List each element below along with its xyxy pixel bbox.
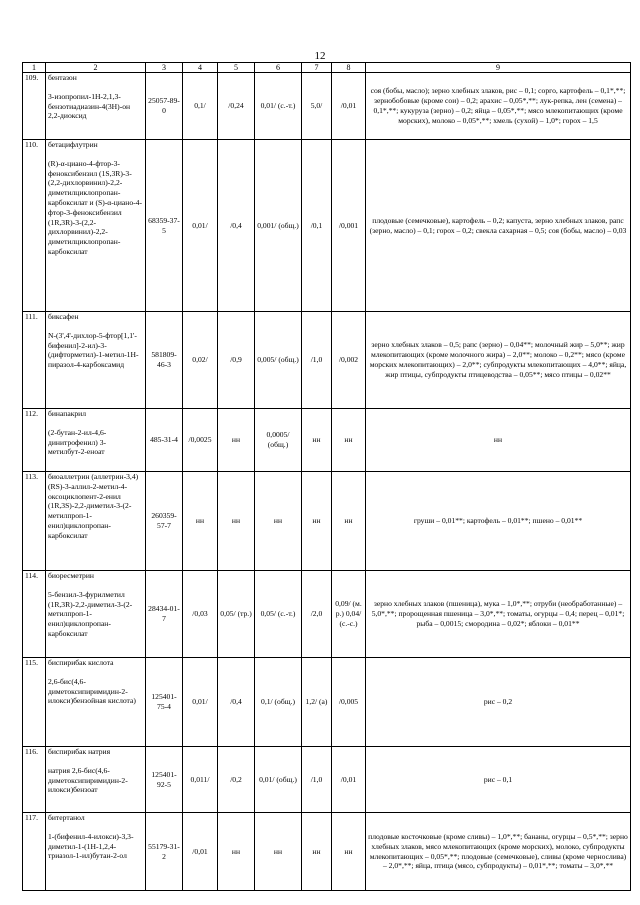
row-number: 111. [23, 312, 46, 409]
col-5-value: 0,05/ (тр.) [218, 571, 255, 658]
column-header: 8 [332, 63, 366, 73]
col-4-value: 0,01/ [183, 140, 218, 312]
substance-name: биоаллетрин (аллетрин-3,4) (RS)-3-аллил-2-метил-4-оксоциклопент-2-енил (1R,3S)-2,2-диметил-3-(2-метилпроп-1-енил)циклопропан-карбоксилат [48, 472, 139, 540]
substance-name: битертанол [48, 813, 85, 822]
col-7-value: /2,0 [302, 571, 332, 658]
chemical-name: 1-(бифенил-4-илокси)-3,3-диметил-1-(1Н-1,2,4-триазол-1-ил)бутан-2-ол [48, 831, 134, 861]
table-row [23, 571, 631, 658]
col-6-value: 0,01/ (с.-т.) [255, 73, 302, 140]
substance-cell [46, 747, 146, 813]
table-row [23, 472, 631, 571]
residue-limits: рис – 0,1 [366, 747, 631, 813]
residue-limits: плодовые косточковые (кроме сливы) – 1,0*,**; бананы, огурцы – 0,5*,**; зерно хлебных злаков, мясо млекопитающих (кроме морских), молоко, субпродукты млекопитающих – 0,05*,**; плодовые (семечковые), сливы (кроме чернослива) – 2,0*,**; яйца, птица (мясо, субпродукты) – 0,01*,**; томаты – 3,0*,** [366, 813, 631, 891]
substance-name: биксафен [48, 312, 79, 321]
chemical-name: (R)-α-циано-4-фтор-3-феноксибензил (1S,3R)-3-(2,2-дихлорвинил)-2,2-диметилциклопропан-карбоксилат и (S)-α-циано-4-фтор-3-феноксибензил (1R,3R)-3-(2,2-дихлорвинил)-2,2-диметилциклопропан-карбоксилат [48, 158, 143, 256]
substance-name: биспирибак натрия [48, 747, 111, 756]
col-4-value: 0,02/ [183, 312, 218, 409]
col-7-value: 1,2/ (а) [302, 658, 332, 747]
residue-limits: зерно хлебных злаков – 0,5; рапс (зерно) – 0,04**; молочный жир – 5,0**; жир млекопитающих (кроме молочного жира) – 2,0**; молоко – 0,2**; мясо (кроме морских млекопитающих) – 2,0**; субпродукты млекопитающих – 4,0**; яйца, жир птицы, субпродукты птицеводства – 0,05**; мясо птицы – 0,02** [366, 312, 631, 409]
col-8-value: нн [332, 409, 366, 472]
chemical-name: 5-бензил-3-фурилметил (1R,3R)-2,2-диметил-3-(2-метилпроп-1-енил)циклопропан-карбоксилат [48, 589, 133, 638]
col-7-value: /0,1 [302, 140, 332, 312]
col-6-value: 0,0005/ (общ.) [255, 409, 302, 472]
cas-number: 55179-31-2 [146, 813, 183, 891]
cas-number: 581809-46-3 [146, 312, 183, 409]
col-8-value: /0,01 [332, 73, 366, 140]
col-8-value: нн [332, 813, 366, 891]
table-row [23, 658, 631, 747]
col-4-value: /0,01 [183, 813, 218, 891]
table-row [23, 747, 631, 813]
col-5-value: /0,9 [218, 312, 255, 409]
substance-name: бинапакрил [48, 409, 87, 418]
col-7-value: 5,0/ [302, 73, 332, 140]
col-5-value: нн [218, 813, 255, 891]
cas-number: 485-31-4 [146, 409, 183, 472]
cas-number: 68359-37-5 [146, 140, 183, 312]
row-number: 112. [23, 409, 46, 472]
row-number: 117. [23, 813, 46, 891]
col-4-value: 0,011/ [183, 747, 218, 813]
chemical-name: 3-изопропил-1Н-2,1,3-бензотиадиазин-4(3Н)-он 2,2-диоксид [48, 91, 131, 121]
col-5-value: /0,24 [218, 73, 255, 140]
col-4-value: /0,03 [183, 571, 218, 658]
cas-number: 25057-89-0 [146, 73, 183, 140]
col-6-value: 0,001/ (общ.) [255, 140, 302, 312]
column-header: 4 [183, 63, 218, 73]
column-header: 1 [23, 63, 46, 73]
col-5-value: /0,4 [218, 140, 255, 312]
residue-limits: плодовые (семечковые), картофель – 0,2; капуста, зерно хлебных злаков, рапс (зерно, масло) – 0,1; горох – 0,2; свекла сахарная – 0,5; соя (бобы, масло) – 0,03 [366, 140, 631, 312]
substance-name: бетацифлутрин [48, 140, 98, 149]
residue-limits: соя (бобы, масло); зерно хлебных злаков, рис – 0,1; сорго, картофель – 0,1*,**; зернобобовые (кроме сои) – 0,2; арахис – 0,05*,**; лук-репка, лен (семена) – 0,1*,**; кукуруза (зерно) – 0,2; яйца – 0,05*,**; мясо млекопитающих (кроме морских), молоко – 0,05*,**; хмель (сухой) – 1,0*; горох – 1,5 [366, 73, 631, 140]
col-8-value: /0,005 [332, 658, 366, 747]
substance-cell [46, 813, 146, 891]
table-row [23, 312, 631, 409]
col-8-value: /0,002 [332, 312, 366, 409]
column-header: 9 [366, 63, 631, 73]
page-number: 12 [314, 50, 326, 62]
row-number: 110. [23, 140, 46, 312]
substance-name: бентазон [48, 73, 77, 82]
col-4-value: 0,01/ [183, 658, 218, 747]
col-5-value: нн [218, 472, 255, 571]
col-6-value: 0,01/ (общ.) [255, 747, 302, 813]
row-number: 116. [23, 747, 46, 813]
cas-number: 28434-01-7 [146, 571, 183, 658]
col-5-value: /0,4 [218, 658, 255, 747]
col-6-value: нн [255, 813, 302, 891]
chemical-name: натрия 2,6-бис(4,6-диметоксипиримидин-2-илокси)бензоат [48, 765, 128, 795]
substance-cell [46, 571, 146, 658]
residue-limits: зерно хлебных злаков (пшеница), мука – 1,0*,**; отруби (необработанные) – 5,0*,**; пророщенная пшеница – 3,0*,**; томаты, огурцы – 0,4; перец – 0,01*; рыба – 0,0015; смородина – 0,02*; яблоки – 0,01** [366, 571, 631, 658]
col-6-value: нн [255, 472, 302, 571]
col-6-value: 0,1/ (общ.) [255, 658, 302, 747]
col-8-value: /0,01 [332, 747, 366, 813]
table-row [23, 409, 631, 472]
col-7-value: нн [302, 409, 332, 472]
col-4-value: 0,1/ [183, 73, 218, 140]
substance-name: биспирибак кислота [48, 658, 114, 667]
substance-name: биоресметрин [48, 571, 94, 580]
column-header: 3 [146, 63, 183, 73]
cas-number: 125401-75-4 [146, 658, 183, 747]
substance-cell [46, 409, 146, 472]
substance-cell [46, 140, 146, 312]
chemical-name: 2,6-бис(4,6-диметоксипиримидин-2-илокси)бензойная кислота) [48, 676, 136, 706]
column-header: 5 [218, 63, 255, 73]
row-number: 115. [23, 658, 46, 747]
substance-cell [46, 658, 146, 747]
col-7-value: нн [302, 813, 332, 891]
row-number: 109. [23, 73, 46, 140]
substance-cell [46, 73, 146, 140]
column-header: 2 [46, 63, 146, 73]
cas-number: 125401-92-5 [146, 747, 183, 813]
col-8-value: нн [332, 472, 366, 571]
residue-limits: нн [366, 409, 631, 472]
table-row [23, 73, 631, 140]
substance-cell [46, 312, 146, 409]
col-5-value: нн [218, 409, 255, 472]
column-header: 6 [255, 63, 302, 73]
col-4-value: нн [183, 472, 218, 571]
table-row [23, 140, 631, 312]
column-header: 7 [302, 63, 332, 73]
substance-cell [46, 472, 146, 571]
col-7-value: /1,0 [302, 747, 332, 813]
col-7-value: /1,0 [302, 312, 332, 409]
row-number: 113. [23, 472, 46, 571]
chemical-name: (2-бутан-2-ил-4,6-динитрофенил) 3-метилбут-2-еноат [48, 427, 107, 457]
header-row [23, 63, 631, 73]
table-row [23, 813, 631, 891]
col-8-value: 0,09/ (м. р.) 0,04/ (с.-с.) [332, 571, 366, 658]
col-6-value: 0,05/ (с.-т.) [255, 571, 302, 658]
col-5-value: /0,2 [218, 747, 255, 813]
col-6-value: 0,005/ (общ.) [255, 312, 302, 409]
residue-limits: груши – 0,01**; картофель – 0,01**; пшено – 0,01** [366, 472, 631, 571]
col-4-value: /0,0025 [183, 409, 218, 472]
row-number: 114. [23, 571, 46, 658]
residue-limits: рис – 0,2 [366, 658, 631, 747]
pesticide-table [22, 62, 631, 891]
cas-number: 260359-57-7 [146, 472, 183, 571]
col-7-value: нн [302, 472, 332, 571]
col-8-value: /0,001 [332, 140, 366, 312]
chemical-name: N-(3',4'-дихлор-5-фтор[1,1'-бифенил]-2-ил)-3-(дифторметил)-1-метил-1Н-пиразол-4-карбоксамид [48, 330, 139, 370]
